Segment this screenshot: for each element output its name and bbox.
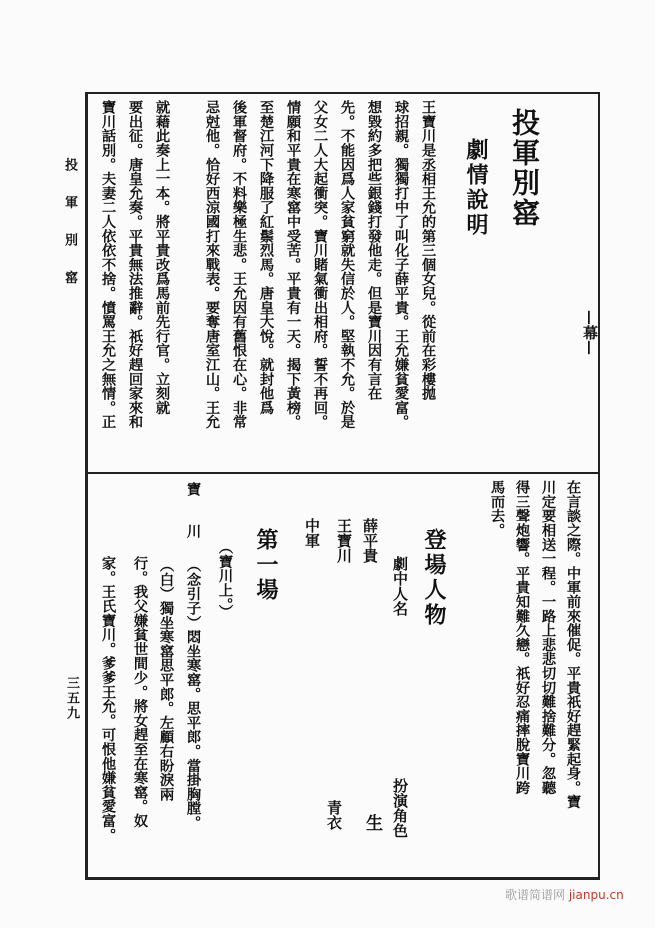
synopsis-column: 想毀約多把些銀錢打發他走。但是寶川因有言在 — [366, 100, 382, 401]
synopsis-column: 後軍督府。不料樂極生悲。王允因有舊恨在心。非常 — [231, 100, 247, 429]
act-label: —幕— — [581, 310, 599, 355]
synopsis-column: 馬而去。 — [489, 480, 505, 538]
synopsis-column: 球招親。獨獨打中了叫化子薛平貴。王允嫌貧愛富。 — [393, 100, 409, 429]
synopsis-column: 忌尅他。恰好西涼國打來戰表。要奪唐室江山。王允 — [204, 100, 220, 429]
script-line: 家。王氏寶川。爹爹王允。可恨他嫌貧愛富。 — [100, 556, 116, 842]
watermark — [505, 886, 624, 903]
cast-name: 王寶川 — [335, 518, 353, 563]
speaker-char: 寶 — [185, 482, 201, 497]
script-line: 行。我父嫌貧世間少。將女趕至在寒窰。奴 — [132, 556, 148, 828]
margin-title: 投 軍 別 窰 — [62, 158, 77, 294]
cast-name: 中軍 — [303, 518, 321, 548]
synopsis-column: 得三聲炮響。平貴知難久戀。祇好忍痛摔脫寶川跨 — [514, 480, 530, 795]
cast-heading: 登場人物 — [421, 528, 447, 628]
synopsis-column: 就藉此奏上一本。將平貴改爲馬前先行官。立刻就 — [154, 100, 170, 415]
watermark-cn: 歌谱简谱网 — [505, 888, 566, 902]
synopsis-column: 王寶川是丞相王允的第三個女兒。從前在彩樓拋 — [420, 100, 436, 401]
synopsis-column: 在言談之際。中軍前來催促。平貴祇好趕緊起身。寶 — [565, 480, 581, 809]
scene-heading: 第一場 — [253, 528, 279, 603]
section-divider — [85, 472, 600, 474]
synopsis-heading: 劇情說明 — [463, 138, 489, 238]
speaker-char: 川 — [185, 524, 201, 539]
cast-name: 薛平貴 — [361, 518, 379, 563]
script-line: （念引子）悶坐寒窰。思平郎。當掛胸膛。 — [185, 558, 201, 830]
cast-role: 青衣 — [325, 800, 343, 830]
cast-name-header: 劇中人名 — [391, 556, 409, 616]
synopsis-column: 父女二人大起衝突。寶川賭氣衝出相府。誓不再回。 — [312, 100, 328, 429]
synopsis-column: 至楚江河下降服了紅鬃烈馬。唐皇大悅。就封他爲 — [258, 100, 274, 415]
cast-role: 生 — [362, 814, 382, 831]
stage-direction: （寶川上。） — [217, 540, 233, 619]
synopsis-column: 先。不能因爲人家貧窮就失信於人。堅執不允。於是 — [339, 100, 355, 429]
page-number: 三五九 — [64, 676, 79, 721]
synopsis-column: 情願和平貴在寒窰中受苦。平貴有一天。揭下黃榜。 — [285, 100, 301, 429]
watermark-en: jianpu.cn — [568, 888, 624, 902]
script-line: （白）獨坐寒窰思平郎。左顧右盼淚兩 — [158, 558, 174, 802]
synopsis-column: 川定要相送一程。一路上悲悲切切難捨難分。忽聽 — [540, 480, 556, 795]
synopsis-column: 要出征。唐皇允奏。平貴無法推辭。祇好趕回家來和 — [127, 100, 143, 429]
cast-role-header: 扮演角色 — [391, 778, 409, 838]
synopsis-column: 寶川話別。夫妻二人依依不捨。憤罵王允之無情。正 — [100, 100, 116, 429]
page-title: 投軍別窰 — [508, 108, 541, 228]
